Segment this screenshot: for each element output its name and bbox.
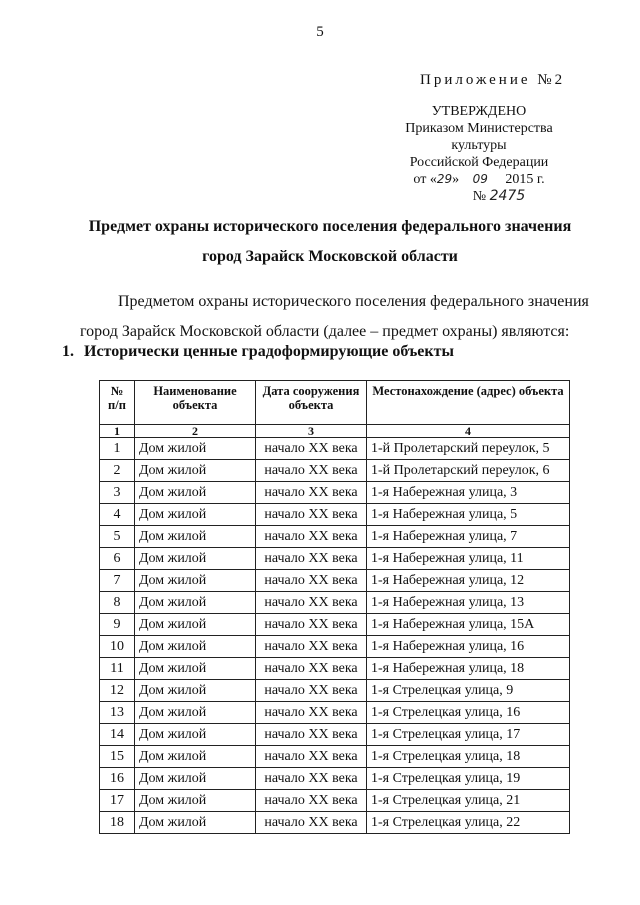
- row-number: 14: [100, 724, 135, 746]
- construction-date: начало XX века: [256, 548, 367, 570]
- object-address: 1-я Набережная улица, 11: [367, 548, 570, 570]
- object-name: Дом жилой: [135, 790, 256, 812]
- row-number: 16: [100, 768, 135, 790]
- object-address: 1-я Стрелецкая улица, 17: [367, 724, 570, 746]
- object-address: 1-я Стрелецкая улица, 9: [367, 680, 570, 702]
- table-row: [100, 746, 570, 768]
- approval-federation-line: Российской Федерации: [409, 155, 549, 170]
- construction-date: начало XX века: [256, 504, 367, 526]
- row-number: 11: [100, 658, 135, 680]
- title-line-2: город Зарайск Московской области: [202, 248, 458, 265]
- table-row: [100, 680, 570, 702]
- approval-block: [380, 103, 578, 205]
- object-address: 1-й Пролетарский переулок, 5: [367, 438, 570, 460]
- construction-date: начало XX века: [256, 614, 367, 636]
- header-address: Местонахождение (адрес) объекта: [367, 381, 570, 425]
- approval-title: УТВЕРЖДЕНО: [431, 104, 527, 119]
- table-row: [100, 658, 570, 680]
- object-address: 1-я Набережная улица, 18: [367, 658, 570, 680]
- title-line-1: Предмет охраны исторического поселения федерального значения: [88, 218, 572, 235]
- table-row: [100, 526, 570, 548]
- intro-line-1: Предметом охраны исторического поселения федерального значения: [118, 293, 589, 310]
- object-address: 1-я Набережная улица, 13: [367, 592, 570, 614]
- object-name: Дом жилой: [135, 460, 256, 482]
- object-address: 1-я Стрелецкая улица, 18: [367, 746, 570, 768]
- table-row: [100, 570, 570, 592]
- table-row: [100, 504, 570, 526]
- row-number: 5: [100, 526, 135, 548]
- date-year: 2015 г.: [505, 172, 545, 187]
- row-number: 8: [100, 592, 135, 614]
- construction-date: начало XX века: [256, 680, 367, 702]
- table-row: [100, 812, 570, 834]
- object-address: 1-я Набережная улица, 12: [367, 570, 570, 592]
- date-prefix: от «: [413, 172, 437, 187]
- table-body: [100, 438, 570, 834]
- object-address: 1-я Набережная улица, 3: [367, 482, 570, 504]
- row-number: 13: [100, 702, 135, 724]
- object-name: Дом жилой: [135, 504, 256, 526]
- row-number: 2: [100, 460, 135, 482]
- handwritten-number: 2475: [489, 188, 526, 204]
- table-row: [100, 724, 570, 746]
- object-address: 1-я Стрелецкая улица, 19: [367, 768, 570, 790]
- row-number: 17: [100, 790, 135, 812]
- object-name: Дом жилой: [135, 658, 256, 680]
- header-date: Дата сооружения объекта: [256, 381, 367, 425]
- object-name: Дом жилой: [135, 680, 256, 702]
- object-name: Дом жилой: [135, 548, 256, 570]
- object-name: Дом жилой: [135, 812, 256, 834]
- appendix-label: Приложение №2: [420, 72, 566, 88]
- construction-date: начало XX века: [256, 768, 367, 790]
- object-name: Дом жилой: [135, 614, 256, 636]
- column-number-row: [100, 425, 570, 438]
- construction-date: начало XX века: [256, 790, 367, 812]
- construction-date: начало XX века: [256, 570, 367, 592]
- table-row: [100, 460, 570, 482]
- table-row: [100, 702, 570, 724]
- construction-date: начало XX века: [256, 482, 367, 504]
- row-number: 10: [100, 636, 135, 658]
- section-heading: [62, 343, 454, 361]
- intro-paragraph: [80, 287, 600, 347]
- row-number: 4: [100, 504, 135, 526]
- construction-date: начало XX века: [256, 746, 367, 768]
- object-address: 1-я Стрелецкая улица, 16: [367, 702, 570, 724]
- approval-number-line: [420, 188, 578, 205]
- row-number: 7: [100, 570, 135, 592]
- intro-line-2: город Зарайск Московской области (далее – предмет охраны) являются:: [80, 323, 570, 340]
- object-name: Дом жилой: [135, 592, 256, 614]
- table-row: [100, 592, 570, 614]
- date-mid: »: [452, 172, 460, 187]
- construction-date: начало XX века: [256, 658, 367, 680]
- object-address: 1-я Набережная улица, 16: [367, 636, 570, 658]
- section-number: 1.: [62, 343, 74, 360]
- table-row: [100, 636, 570, 658]
- construction-date: начало XX века: [256, 812, 367, 834]
- number-prefix: №: [472, 189, 487, 204]
- object-name: Дом жилой: [135, 482, 256, 504]
- table-row: [100, 438, 570, 460]
- construction-date: начало XX века: [256, 438, 367, 460]
- object-address: 1-я Стрелецкая улица, 22: [367, 812, 570, 834]
- table-row: [100, 548, 570, 570]
- object-address: 1-я Набережная улица, 5: [367, 504, 570, 526]
- table-row: [100, 614, 570, 636]
- row-number: 15: [100, 746, 135, 768]
- header-name: Наименование объекта: [135, 381, 256, 425]
- object-address: 1-я Набережная улица, 15А: [367, 614, 570, 636]
- object-address: 1-я Набережная улица, 7: [367, 526, 570, 548]
- object-name: Дом жилой: [135, 438, 256, 460]
- construction-date: начало XX века: [256, 702, 367, 724]
- objects-table: [99, 380, 570, 834]
- row-number: 18: [100, 812, 135, 834]
- object-name: Дом жилой: [135, 570, 256, 592]
- row-number: 12: [100, 680, 135, 702]
- table-row: [100, 768, 570, 790]
- row-number: 6: [100, 548, 135, 570]
- page-number: 5: [316, 24, 324, 40]
- object-name: Дом жилой: [135, 526, 256, 548]
- object-name: Дом жилой: [135, 702, 256, 724]
- handwritten-day: 29: [436, 172, 453, 186]
- construction-date: начало XX века: [256, 460, 367, 482]
- approval-order-line: Приказом Министерства культуры: [405, 121, 553, 153]
- table-row: [100, 482, 570, 504]
- construction-date: начало XX века: [256, 592, 367, 614]
- construction-date: начало XX века: [256, 636, 367, 658]
- handwritten-month: 09: [472, 172, 488, 186]
- column-number: 2: [135, 425, 256, 438]
- document-title: [60, 212, 600, 272]
- column-number: 3: [256, 425, 367, 438]
- row-number: 3: [100, 482, 135, 504]
- object-address: 1-й Пролетарский переулок, 6: [367, 460, 570, 482]
- section-title: Исторически ценные градоформирующие объекты: [84, 343, 454, 360]
- object-name: Дом жилой: [135, 768, 256, 790]
- header-number: № п/п: [100, 381, 135, 425]
- table-row: [100, 790, 570, 812]
- object-name: Дом жилой: [135, 746, 256, 768]
- column-number: 1: [100, 425, 135, 438]
- construction-date: начало XX века: [256, 724, 367, 746]
- table-header-row: [100, 381, 570, 425]
- object-address: 1-я Стрелецкая улица, 21: [367, 790, 570, 812]
- row-number: 9: [100, 614, 135, 636]
- approval-date-line: [380, 171, 578, 188]
- object-name: Дом жилой: [135, 724, 256, 746]
- construction-date: начало XX века: [256, 526, 367, 548]
- row-number: 1: [100, 438, 135, 460]
- column-number: 4: [367, 425, 570, 438]
- object-name: Дом жилой: [135, 636, 256, 658]
